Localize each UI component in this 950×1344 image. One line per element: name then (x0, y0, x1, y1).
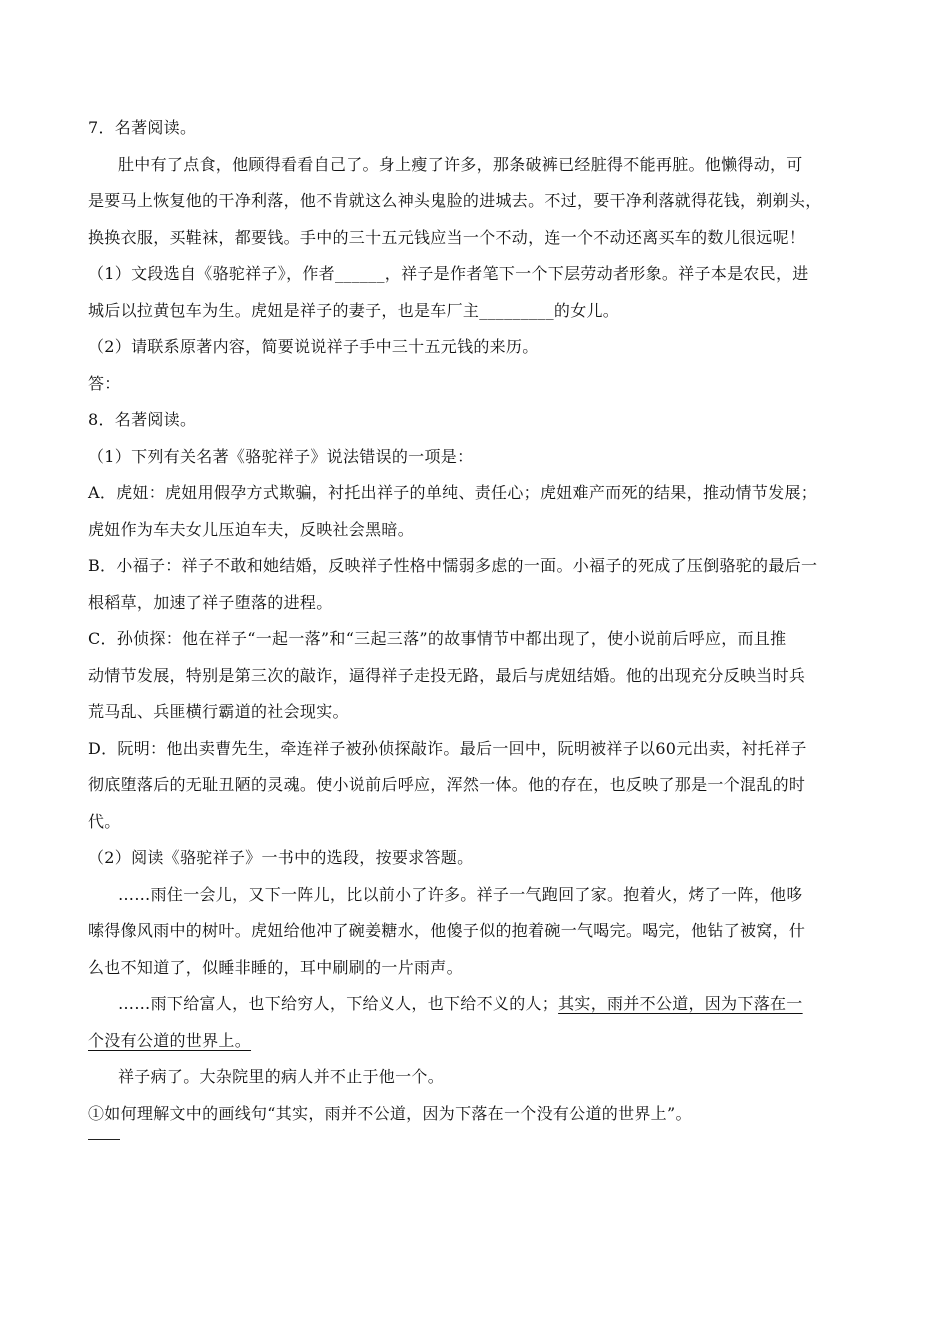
q7-passage-line-1: 肚中有了点食，他顾得看看自己了。身上瘦了许多，那条破裤已经脏得不能再脏。他懒得动，可 (118, 155, 803, 174)
option-b-line-2: 根稻草，加速了祥子堕落的进程。 (88, 593, 333, 612)
excerpt-paragraph-1-line-3: 么也不知道了，似睡非睡的，耳中刷刷的一片雨声。 (88, 958, 463, 977)
excerpt-plain-text: ……雨下给富人，也下给穷人，下给义人，也下给不义的人； (118, 994, 559, 1013)
q7-subquestion-1-line-1: （1）文段选自《骆驼祥子》，作者______，祥子是作者笔下一个下层劳动者形象。祥子本是农民，进 (88, 264, 809, 283)
option-c-line-3: 荒马乱、兵匪横行霸道的社会现实。 (88, 702, 349, 721)
excerpt-paragraph-1-line-1: ……雨住一会儿，又下一阵儿，比以前小了许多。祥子一气跑回了家。抱着火，烤了一阵，他哆 (118, 885, 803, 904)
excerpt-paragraph-2-line-2 (88, 1030, 251, 1052)
excerpt-paragraph-2-line-1 (118, 993, 803, 1015)
option-b-line-1: B．小福子：祥子不敢和她结婚，反映祥子性格中懦弱多虑的一面。小福子的死成了压倒骆驼的最后一 (88, 556, 818, 575)
option-c-line-2: 动情节发展，特别是第三次的敲诈，逼得祥子走投无路，最后与虎妞结婚。他的出现充分反映当时兵 (88, 666, 806, 685)
q7-subquestion-2: （2）请联系原著内容，简要说说祥子手中三十五元钱的来历。 (88, 337, 539, 356)
q7-passage-line-3: 换换衣服，买鞋袜，都要钱。手中的三十五元钱应当一个不动，连一个不动还离买车的数儿很远呢！ (88, 228, 806, 247)
excerpt-paragraph-3: 祥子病了。大杂院里的病人并不止于他一个。 (118, 1067, 445, 1086)
question-7-title: 7．名著阅读。 (88, 118, 197, 137)
q7-subquestion-1-line-2: 城后以拉黄包车为生。虎妞是祥子的妻子，也是车厂主_________的女儿。 (88, 301, 620, 320)
q7-passage-line-2: 是要马上恢复他的干净利落，他不肯就这么神头鬼脸的进城去。不过，要干净利落就得花钱，剃剃头， (88, 191, 822, 210)
option-d-line-1: D．阮明：他出卖曹先生，牵连祥子被孙侦探敲诈。最后一回中，阮明被祥子以60元出卖，衬托祥子 (88, 739, 807, 758)
underlined-sentence-part-2: 个没有公道的世界上。 (88, 1031, 252, 1050)
q8-subquestion-1: （1）下列有关名著《骆驼祥子》说法错误的一项是： (88, 447, 474, 466)
question-8-title: 8．名著阅读。 (88, 410, 197, 429)
excerpt-paragraph-1-line-2: 嗦得像风雨中的树叶。虎妞给他冲了碗姜糖水，他傻子似的抱着碗一气喝完。喝完，他钻了被窝，什 (88, 921, 806, 940)
option-c-line-1: C．孙侦探：他在祥子“一起一落”和“三起三落”的故事情节中都出现了，使小说前后呼应，而且推 (88, 629, 787, 648)
q8-subquestion-2: （2）阅读《骆驼祥子》一书中的选段，按要求答题。 (88, 848, 474, 867)
answer-blank-line (88, 1139, 120, 1140)
answer-label: 答： (88, 374, 121, 393)
underlined-sentence-part-1: 其实，雨并不公道，因为下落在一 (558, 994, 803, 1013)
option-a-line-2: 虎妞作为车夫女儿压迫车夫，反映社会黑暗。 (88, 520, 415, 539)
option-d-line-2: 彻底堕落后的无耻丑陋的灵魂。使小说前后呼应，浑然一体。他的存在，也反映了那是一个混乱的时 (88, 775, 806, 794)
option-a-line-1: A．虎妞：虎妞用假孕方式欺骗，衬托出祥子的单纯、责任心；虎妞难产而死的结果，推动情节发展； (88, 483, 818, 502)
q8-subquestion-2-item-1: ①如何理解文中的画线句“其实，雨并不公道，因为下落在一个没有公道的世界上”。 (88, 1104, 692, 1123)
option-d-line-3: 代。 (88, 812, 121, 831)
